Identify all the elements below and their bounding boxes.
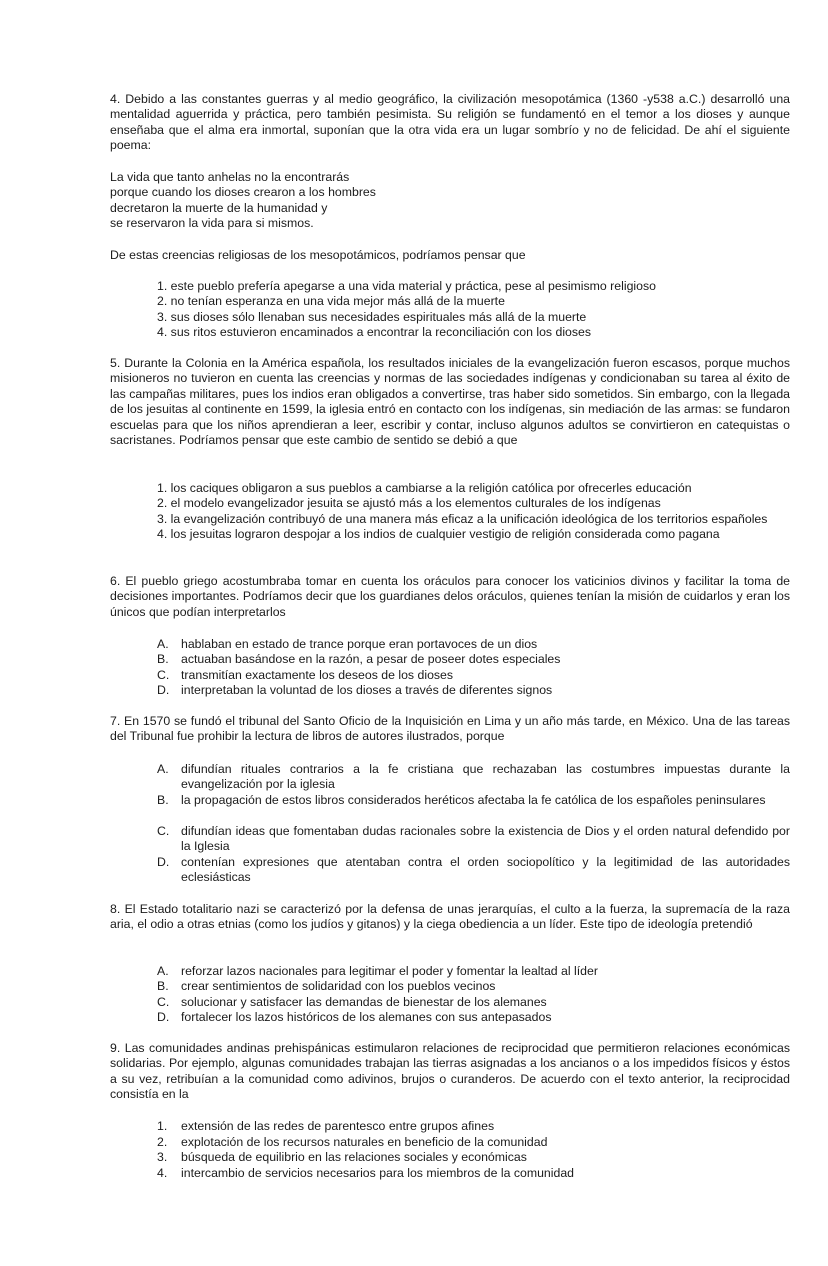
q5-stem: 5. Durante la Colonia en la América española, los resultados iniciales de la evangelización fueron escasos, porque muchos misioneros no tuvieron en cuenta las creencias y normas de las sociedades indígenas y condicionaban su tarea al éxito de las campañas militares, pues los indios eran obligados a convertirse, tras haber sido sometidos. Sin embargo, con la llegada de los jesuitas al continente en 1599, la iglesia entró en contacto con los indígenas, sin mediación de las armas: se fundaron escuelas para que los niños aprendieran a leer, escribir y contar, incluso algunos adultos se convirtieron en catequistas o sacristanes. Podríamos pensar que este cambio de sentido se debió a que bbox=[110, 356, 790, 448]
q5-options bbox=[157, 481, 790, 543]
option-marker: D. bbox=[157, 855, 170, 869]
option-text: intercambio de servicios necesarios para los miembros de la comunidad bbox=[181, 1166, 575, 1180]
option-text: solucionar y satisfacer las demandas de bienestar de los alemanes bbox=[181, 995, 547, 1009]
option-marker: A. bbox=[157, 762, 169, 776]
q7-option-d[interactable] bbox=[157, 855, 790, 885]
option-text: contenían expresiones que atentaban contra el orden sociopolítico y la legitimidad de las autoridades eclesiásticas bbox=[181, 855, 790, 885]
q9-option-3[interactable] bbox=[157, 1150, 790, 1165]
q9-stem: 9. Las comunidades andinas prehispánicas estimularon relaciones de reciprocidad que permitieron relaciones económicas solidarias. Por ejemplo, algunas comunidades trabajan las tierras asignadas a los ancianos o a los impedidos físicos y éstos a su vez, retribuían a la comunidad como adivinos, brujos o curanderos. De acuerdo con el texto anterior, la reciprocidad consistía en la bbox=[110, 1041, 790, 1102]
option-marker: C. bbox=[157, 995, 170, 1009]
q5-option-2[interactable]: 2. el modelo evangelizador jesuita se ajustó más a los elementos culturales de los indígenas bbox=[157, 496, 661, 511]
q4-option-3[interactable]: 3. sus dioses sólo llenaban sus necesidades espirituales más allá de la muerte bbox=[157, 309, 587, 324]
option-marker: B. bbox=[157, 652, 169, 666]
poem-line: La vida que tanto anhelas no la encontrarás bbox=[110, 170, 350, 184]
option-marker: 2. bbox=[157, 1135, 168, 1149]
option-marker: C. bbox=[157, 824, 170, 838]
option-marker: D. bbox=[157, 683, 170, 697]
q8-option-c[interactable] bbox=[157, 995, 790, 1010]
option-text: extensión de las redes de parentesco entre grupos afines bbox=[181, 1119, 495, 1133]
q6-option-b[interactable] bbox=[157, 652, 790, 667]
q4-option-4[interactable]: 4. sus ritos estuvieron encaminados a encontrar la reconciliación con los dioses bbox=[157, 325, 592, 340]
q5-option-1[interactable]: 1. los caciques obligaron a sus pueblos a cambiarse a la religión católica por ofrecerles educación bbox=[157, 481, 692, 495]
option-marker: 3. bbox=[157, 1150, 168, 1164]
q6-option-a[interactable] bbox=[157, 637, 790, 652]
option-text: actuaban basándose en la razón, a pesar de poseer dotes especiales bbox=[181, 652, 561, 666]
q6-stem: 6. El pueblo griego acostumbraba tomar en cuenta los oráculos para conocer los vaticinios divinos y facilitar la toma de decisiones importantes. Podríamos decir que los guardianes delos oráculos, quienes tenían la misión de cuidarlos y eran los únicos que podían interpretarlos bbox=[110, 574, 790, 619]
option-text: fortalecer los lazos históricos de los alemanes con sus antepasados bbox=[181, 1010, 552, 1024]
q8-option-a[interactable] bbox=[157, 964, 790, 979]
q7-option-a[interactable] bbox=[157, 762, 790, 792]
option-marker: C. bbox=[157, 668, 170, 682]
option-marker: B. bbox=[157, 979, 169, 993]
poem-line: porque cuando los dioses crearon a los hombres bbox=[110, 185, 376, 200]
option-text: difundían ideas que fomentaban dudas racionales sobre la existencia de Dios y el orden natural defendido por la Iglesia bbox=[181, 824, 790, 854]
option-text: explotación de los recursos naturales en beneficio de la comunidad bbox=[181, 1135, 548, 1149]
q4-option-2[interactable]: 2. no tenían esperanza en una vida mejor más allá de la muerte bbox=[157, 294, 505, 309]
q5-option-4[interactable]: 4. los jesuitas lograron despojar a los indios de cualquier vestigio de religión considerada como pagana bbox=[157, 527, 720, 542]
option-text: reforzar lazos nacionales para legitimar el poder y fomentar la lealtad al líder bbox=[181, 964, 598, 978]
option-marker: A. bbox=[157, 964, 169, 978]
q4-stem: 4. Debido a las constantes guerras y al medio geográfico, la civilización mesopotámica (1360 -y538 a.C.) desarrolló una mentalidad aguerrida y práctica, pero también pesimista. Su religión se fundamentó en el temor a los dioses y aunque enseñaba que el alma era inmortal, suponían que la otra vida era un lugar sombrío y no de felicidad. De ahí el siguiente poema: bbox=[110, 92, 790, 153]
q4-poem bbox=[110, 170, 790, 232]
option-text: búsqueda de equilibrio en las relaciones sociales y económicas bbox=[181, 1150, 527, 1164]
q5-option-3[interactable]: 3. la evangelización contribuyó de una manera más eficaz a la unificación ideológica de los territorios españoles bbox=[157, 511, 768, 526]
q8-option-b[interactable] bbox=[157, 979, 790, 994]
q8-stem: 8. El Estado totalitario nazi se caracterizó por la defensa de unas jerarquías, el culto a la fuerza, la supremacía de la raza aria, el odio a otras etnias (como los judíos y gitanos) y la ciega obediencia a un líder. Este tipo de ideología pretendió bbox=[110, 902, 790, 932]
option-text: hablaban en estado de trance porque eran portavoces de un dios bbox=[181, 637, 538, 651]
q8-option-d[interactable] bbox=[157, 1010, 790, 1025]
option-text: transmitían exactamente los deseos de los dioses bbox=[181, 668, 454, 682]
option-marker: B. bbox=[157, 793, 169, 807]
option-text: crear sentimientos de solidaridad con los pueblos vecinos bbox=[181, 979, 496, 993]
option-marker: A. bbox=[157, 637, 169, 651]
q7-option-b[interactable] bbox=[157, 793, 790, 808]
option-marker: 4. bbox=[157, 1166, 168, 1180]
q9-option-2[interactable] bbox=[157, 1135, 790, 1150]
option-text: interpretaban la voluntad de los dioses a través de diferentes signos bbox=[181, 683, 553, 697]
option-marker: D. bbox=[157, 1010, 170, 1024]
q4-prompt: De estas creencias religiosas de los mesopotámicos, podríamos pensar que bbox=[110, 248, 526, 262]
poem-line: se reservaron la vida para si mismos. bbox=[110, 216, 314, 231]
q9-option-1[interactable] bbox=[157, 1119, 790, 1134]
option-text: la propagación de estos libros considerados heréticos afectaba la fe católica de los españoles peninsulares bbox=[181, 793, 766, 807]
option-text: difundían rituales contrarios a la fe cristiana que rechazaban las costumbres impuestas durante la evangelización por la iglesia bbox=[181, 762, 790, 792]
poem-line: decretaron la muerte de la humanidad y bbox=[110, 200, 328, 215]
q7-stem: 7. En 1570 se fundó el tribunal del Santo Oficio de la Inquisición en Lima y un año más tarde, en México. Una de las tareas del Tribunal fue prohibir la lectura de libros de autores ilustrados, porque bbox=[110, 714, 790, 744]
q6-option-c[interactable] bbox=[157, 668, 790, 683]
q4-option-1[interactable]: 1. este pueblo prefería apegarse a una vida material y práctica, pese al pesimismo religioso bbox=[157, 279, 656, 293]
q9-option-4[interactable] bbox=[157, 1166, 790, 1181]
q7-option-c[interactable] bbox=[157, 824, 790, 854]
q6-option-d[interactable] bbox=[157, 683, 790, 698]
q4-options bbox=[157, 279, 790, 341]
option-marker: 1. bbox=[157, 1119, 168, 1133]
